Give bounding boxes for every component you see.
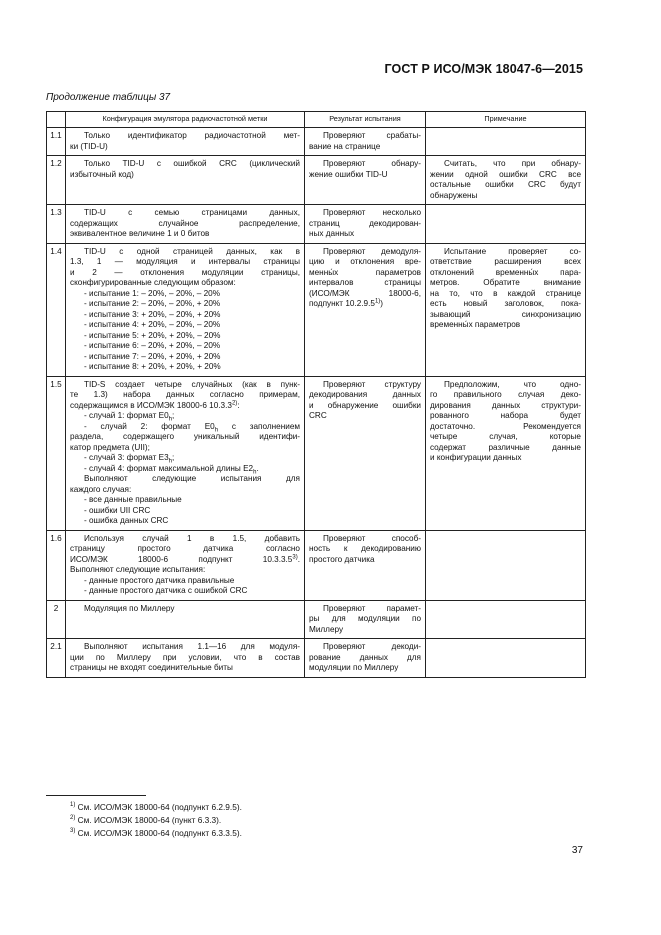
cell-line [430,159,581,170]
line-text: содержащих случайное распределение, [70,218,300,228]
line-text: (ИСО/МЭК 18000-6, [309,288,421,298]
cell-line [70,506,300,517]
cell-result [305,128,426,156]
cell-config [66,128,305,156]
cell-line [309,219,421,230]
line-text: метров. Обратите внимание [430,278,581,287]
cell-config [66,156,305,205]
cell-line [70,642,300,653]
cell-line [70,544,300,555]
cell-line [309,257,421,268]
cell-line [70,299,300,310]
row-number: 1.3 [47,205,66,244]
cell-line [309,653,421,664]
cell-line [309,544,421,555]
cell-note [426,600,586,639]
cell-line [430,247,581,258]
line-text: Выполняют испытания 1.1—16 для модуля- [84,642,300,651]
table-row [47,600,586,639]
line-text: вание на странице [309,141,381,151]
line-text: - ошибки UII CRC [84,505,151,515]
cell-line [430,299,581,310]
cell-line [70,443,300,454]
cell-result [305,639,426,678]
cell-line [309,663,421,674]
line-text: содержат различные данные [430,442,581,452]
line-text: Проверяют демодуля- [323,246,421,256]
line-tail: : [237,400,240,410]
cell-note [426,205,586,244]
cell-line [70,142,300,153]
cell-line [70,257,300,268]
cell-line [70,555,300,566]
cell-line [430,422,581,433]
cell-line [309,208,421,219]
line-text: ции по Миллеру при условии, что в состав [70,652,300,662]
line-text: отклонений временны́х пара- [430,267,581,277]
line-text: Проверяют структуру [323,379,421,389]
cell-config [66,243,305,376]
cell-line [430,278,581,289]
line-text: избыточный код) [70,169,134,179]
cell-line [430,320,581,331]
cell-line [430,191,581,202]
table-row [47,376,586,530]
line-tail: ; [171,411,175,420]
cell-note [426,128,586,156]
line-text: Проверяют способ- [323,533,421,543]
row-number: 1.2 [47,156,66,205]
cell-line [70,352,300,363]
cell-line [309,390,421,401]
line-text: четыре случая, которые [430,432,581,441]
line-text: 1.3, 1 — модуляция и интервалы страницы [70,257,300,266]
table-row [47,639,586,678]
cell-line [70,565,300,576]
cell-line [70,534,300,545]
line-text: есть новый заголовок, пока- [430,299,581,308]
table-row [47,156,586,205]
footnote [70,827,242,840]
cell-line [70,422,300,433]
line-text: страниц декодирован- [309,218,421,228]
line-text: Выполняют следующие испытания: [70,565,206,574]
line-text: остальные ошибки CRC будут [430,180,581,189]
line-text: Выполняют следующие испытания для [84,474,300,483]
footnote-text: См. ИСО/МЭК 18000-64 (подпункт 6.3.3.5). [77,828,242,838]
line-text: Модуляция по Миллеру [84,603,175,613]
line-text: ры для модуляции по [309,614,421,623]
cell-line [309,131,421,142]
line-text: раздела, содержащего уникальный идентифи- [70,432,300,441]
cell-line [430,170,581,181]
line-text: - случай 2: формат E0 [84,421,215,431]
line-tail: с заполнением [218,421,300,431]
row-number: 1.4 [47,243,66,376]
cell-config [66,639,305,678]
footnote-ref: 2) [231,399,238,406]
line-text: Испытание проверяет со- [444,246,581,256]
cell-result [305,600,426,639]
line-text: - ошибка данных CRC [84,516,169,525]
subscript: h [168,458,172,465]
cell-line [70,464,300,475]
line-text: Проверяют несколько [323,208,421,217]
line-text: - данные простого датчика правильные [84,575,235,585]
cell-config [66,376,305,530]
footnote-mark: 3) [70,828,76,835]
cell-line [309,142,421,153]
line-text: интервалов страницы [309,278,421,287]
footnotes [70,801,242,840]
line-text: - случай 1: формат E0 [84,411,169,420]
cell-line [430,443,581,454]
cell-line [70,289,300,300]
cell-note [426,156,586,205]
cell-line [70,131,300,142]
line-text: Считать, что при обнару- [444,159,581,168]
footnote-text: См. ИСО/МЭК 18000-64 (подпункт 6.2.9.5). [77,802,242,812]
cell-line [70,219,300,230]
line-text: - испытание 2: – 20%, – 20%, + 20% [84,299,221,308]
line-text: Миллеру [309,624,344,634]
footnote-ref: 3) [292,553,298,560]
cell-line [430,401,581,412]
line-text: TID-S создает четыре случайных (как в пунк- [84,379,300,389]
line-text: ных данных [309,229,355,238]
table-row [47,205,586,244]
cell-line [70,411,300,422]
line-text: ность к декодированию [309,544,421,553]
line-text: - испытание 1: – 20%, – 20%, – 20% [84,288,220,298]
line-text: и конфигурации данных [430,453,522,462]
line-text: - испытание 7: – 20%, + 20%, + 20% [84,351,221,361]
cell-line [70,453,300,464]
line-tail: ; [171,453,175,462]
cell-note [426,530,586,600]
subscript: h [168,416,172,423]
line-text: достаточно. Рекомендуется [430,421,581,431]
cell-line [309,625,421,636]
line-text: рованного набора будет [430,411,581,420]
table-row [47,243,586,376]
cell-line [309,247,421,258]
footnote-ref: 1) [374,298,381,305]
line-text: рование данных для [309,652,421,662]
line-text: катор предмета (UII); [70,442,150,452]
cell-line [430,453,581,464]
line-text: каждого случая: [70,484,132,494]
line-text: сконфигурированные следующим образом: [70,278,236,287]
line-text: - испытание 4: + 20%, – 20%, – 20% [84,320,221,329]
cell-line [70,278,300,289]
cell-line [309,380,421,391]
document-header: ГОСТ Р ИСО/МЭК 18047-6—2015 [384,62,583,76]
line-text: эквивалентное величине 1 и 0 битов [70,229,210,238]
subscript: h [214,427,219,434]
cell-line [70,390,300,401]
cell-line [70,653,300,664]
cell-line [309,170,421,181]
cell-line [70,432,300,443]
row-number: 1.1 [47,128,66,156]
cell-line [70,320,300,331]
cell-line [430,289,581,300]
cell-line [70,268,300,279]
cell-line [70,380,300,391]
cell-line [309,268,421,279]
table-row [47,530,586,600]
column-header-result: Результат испытания [305,112,426,128]
subscript: h [253,469,257,476]
row-number: 2 [47,600,66,639]
cell-line [70,401,300,412]
line-text: содержащимся в ИСО/МЭК 18000-6 10.3.3 [70,400,232,410]
line-text: ответствие расширения всех [430,257,581,266]
line-text: страницу простого датчика согласно [70,544,300,553]
line-text: CRC [309,411,327,420]
line-tail: . [256,463,259,473]
line-text: и обнаружение ошибки [309,400,421,410]
column-header-number [47,112,66,128]
line-text: TID-U с семью страницами данных, [84,208,300,217]
cell-note [426,243,586,376]
footnote [70,801,242,814]
footnote-divider [46,795,146,796]
line-text: - испытание 5: + 20%, + 20%, – 20% [84,330,221,340]
cell-line [309,555,421,566]
footnote [70,814,242,827]
line-text: декодирования данных [309,390,421,399]
line-text: Только идентификатор радиочастотной мет- [84,131,300,140]
line-text: Проверяют декоди- [323,642,421,651]
cell-line [309,534,421,545]
cell-line [70,247,300,258]
cell-config [66,205,305,244]
line-text: Проверяют срабаты- [323,131,421,140]
cell-result [305,243,426,376]
line-text: Предположим, что одно- [444,379,581,389]
cell-line [70,331,300,342]
cell-line [430,180,581,191]
cell-line [430,268,581,279]
line-text: подпункт 10.2.9.5 [309,299,375,308]
cell-result [305,156,426,205]
line-text: TID-U с одной страницей данных, как в [84,246,300,256]
cell-line [70,474,300,485]
line-text: - данные простого датчика с ошибкой CRC [84,586,248,595]
cell-line [70,159,300,170]
table-body [47,128,586,678]
line-text: обнаружены [430,190,478,200]
cell-config [66,530,305,600]
line-text: Проверяют обнару- [323,159,421,168]
row-number: 2.1 [47,639,66,678]
cell-line [70,170,300,181]
line-text: - испытание 8: + 20%, + 20%, + 20% [84,362,221,371]
line-text: го правильного случая деко- [430,390,581,399]
cell-line [309,159,421,170]
line-text: Только TID-U с ошибкой CRC (циклический [84,159,300,168]
line-text: жение ошибки TID-U [309,169,388,179]
line-text: - испытание 3: + 20%, – 20%, + 20% [84,309,221,319]
cell-line [430,257,581,268]
cell-line [70,604,300,615]
table-row [47,128,586,156]
cell-config [66,600,305,639]
cell-line [309,278,421,289]
cell-line [309,604,421,615]
column-header-note: Примечание [426,112,586,128]
cell-line [70,516,300,527]
row-number: 1.5 [47,376,66,530]
line-text: дирования данных структури- [430,400,581,410]
cell-result [305,530,426,600]
cell-line [70,576,300,587]
cell-note [426,376,586,530]
page-number: 37 [571,845,583,856]
line-text: те 1.3) набора данных согласно примерам, [70,390,300,399]
line-text: жении одной ошибки CRC все [430,169,581,179]
cell-line [309,229,421,240]
cell-line [309,299,421,310]
line-text: простого датчика [309,554,375,564]
table-caption: Продолжение таблицы 37 [46,92,171,103]
data-table [46,111,586,678]
cell-result [305,376,426,530]
cell-note [426,639,586,678]
column-header-config: Конфигурация эмулятора радиочастотной метки [66,112,305,128]
line-text: и 2 — отклонения модуляции страницы, [70,267,300,277]
cell-line [70,586,300,597]
line-text: Используя случай 1 в 1.5, добавить [84,533,300,543]
cell-line [309,289,421,300]
line-tail: ) [380,299,384,308]
cell-line [70,310,300,321]
cell-result [305,205,426,244]
line-text: - случай 4: формат максимальной длины E2 [84,463,254,473]
line-text: цию и отклонения вре- [309,257,421,266]
cell-line [309,642,421,653]
line-text: - случай 3: формат E3 [84,453,169,462]
table-header-row [47,112,586,128]
cell-line [430,310,581,321]
line-text: на то, что в каждой странице [430,288,581,298]
cell-line [70,208,300,219]
cell-line [430,380,581,391]
line-text: Проверяют парамет- [323,603,421,613]
row-number: 1.6 [47,530,66,600]
line-text: временны́х параметров [430,320,521,329]
line-text: модуляции по Миллеру [309,663,399,672]
line-text: зывающий синхронизацию [430,309,581,319]
line-text: - все данные правильные [84,495,182,504]
line-text: менны́х параметров [309,267,421,277]
cell-line [70,229,300,240]
line-text: - испытание 6: – 20%, + 20%, – 20% [84,341,221,350]
cell-line [70,362,300,373]
line-text: страницы не входят соединительные биты [70,663,233,672]
footnote-mark: 2) [70,815,76,822]
cell-line [309,614,421,625]
cell-line [430,390,581,401]
cell-line [70,495,300,506]
footnote-mark: 1) [70,802,76,809]
cell-line [430,432,581,443]
cell-line [70,663,300,674]
line-text: ИСО/МЭК 18000-6 подпункт 10.3.3.5 [70,554,293,564]
footnote-text: См. ИСО/МЭК 18000-64 (пункт 6.3.3). [77,815,222,825]
cell-line [70,485,300,496]
cell-line [70,341,300,352]
cell-line [309,401,421,412]
cell-line [430,411,581,422]
cell-line [309,411,421,422]
line-tail: . [297,554,300,564]
line-text: ки (TID-U) [70,141,108,151]
